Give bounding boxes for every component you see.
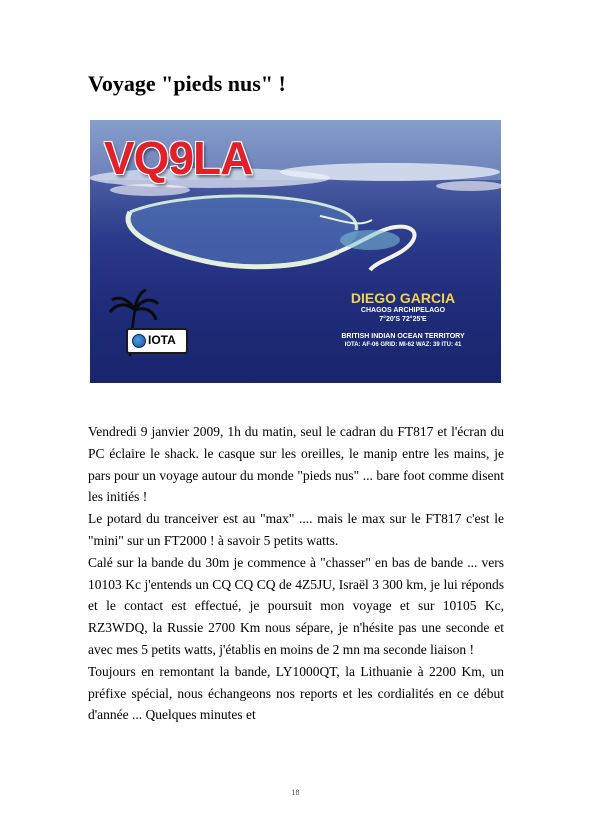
article-paragraph: Calé sur la bande du 30m je commence à "chasser" en bas de bande ... vers 10103 Kc j'entends un CQ CQ CQ de 4Z5JU, Israël 3 300 km, je lui réponds et le contact est effectué, je poursuit mon voyage et sur 10105 Kc, RZ3WDQ, la Russie 2700 Km nous sépare, je n'hésite pas une seconde et avec mes 5 petits watts, j'établis en moins de 2 mn ma seconde liaison ! — [88, 554, 504, 657]
iota-logo — [126, 328, 188, 354]
article-body — [88, 421, 504, 726]
globe-icon — [132, 334, 146, 348]
iota-logo-text: IOTA — [148, 333, 176, 347]
article-paragraph: Le potard du tranceiver est au "max" .... mais le max sur le FT817 c'est le "mini" sur un FT2000 ! à savoir 5 petits watts. — [88, 511, 504, 548]
qsl-territory: BRITISH INDIAN OCEAN TERRITORY — [341, 333, 465, 340]
qsl-references: IOTA: AF-06 GRID: MI-62 WAZ: 39 ITU: 41 — [344, 342, 462, 348]
qsl-location-block — [318, 290, 488, 350]
article-paragraph: Vendredi 9 janvier 2009, 1h du matin, seul le cadran du FT817 et l'écran du PC éclaire le shack. le casque sur les oreilles, le manip entre les mains, je pars pour un voyage autour du monde "pieds nus" ... bare foot comme disent les initiés ! — [88, 424, 504, 505]
page-title: Voyage "pieds nus" ! — [88, 71, 286, 96]
article-paragraph: Toujours en remontant la bande, LY1000QT, la Lithuanie à 2200 Km, un préfixe spécial, nous échangeons nos reports et les cordialités en ce début d'année ... Quelques minutes et — [88, 663, 504, 723]
qsl-archipelago: CHAGOS ARCHIPELAGO — [360, 307, 446, 314]
qsl-callsign: VQ9LA — [104, 132, 253, 184]
qsl-card-image — [90, 120, 501, 383]
qsl-location-name: DIEGO GARCIA — [350, 290, 456, 306]
qsl-coordinates: 7°20'S 72°25'E — [379, 316, 427, 323]
page-number: 18 — [291, 788, 300, 797]
